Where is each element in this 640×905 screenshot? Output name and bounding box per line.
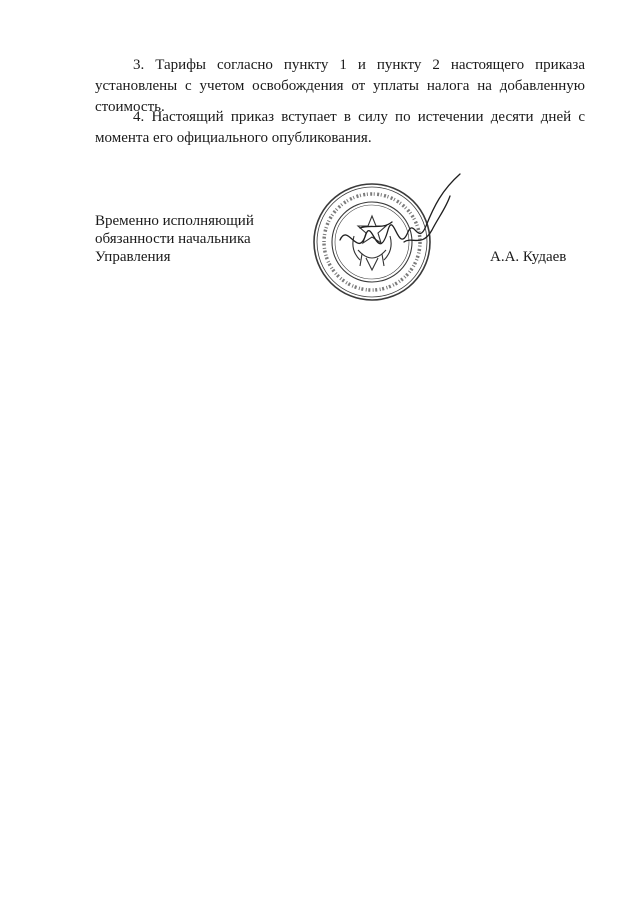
signer-name: А.А. Кудаев <box>490 249 567 265</box>
paragraph-3: 3. Тарифы согласно пункту 1 и пункту 2 настоящего приказа установлены с учетом освобождения от уплаты налога на добавленную стоимость. <box>95 57 585 115</box>
signer-position <box>95 212 295 266</box>
position-line-1: Временно исполняющий <box>95 213 254 229</box>
position-line-2: обязанности начальника <box>95 231 251 247</box>
position-line-3: Управления <box>95 249 171 265</box>
paragraph-4: 4. Настоящий приказ вступает в силу по истечении десяти дней с момента его официального опубликования. <box>95 109 585 146</box>
official-seal-icon <box>300 170 480 310</box>
